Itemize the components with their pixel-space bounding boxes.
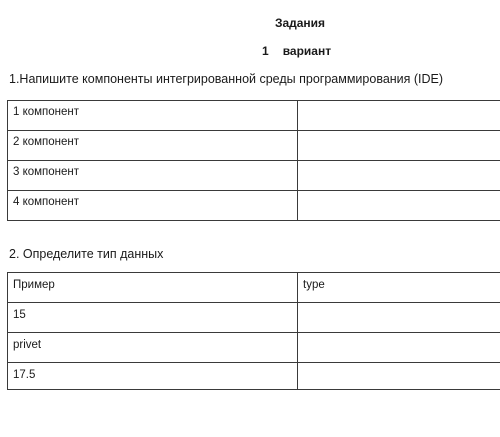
table-row bbox=[8, 363, 500, 390]
table-row bbox=[8, 131, 500, 161]
header-example: Пример bbox=[8, 273, 298, 303]
ide-components-table bbox=[7, 100, 500, 221]
example-value: 17.5 bbox=[8, 363, 298, 390]
type-answer-cell[interactable] bbox=[298, 333, 500, 363]
type-answer-cell[interactable] bbox=[298, 303, 500, 333]
component-label: 3 компонент bbox=[8, 161, 298, 191]
component-label: 1 компонент bbox=[8, 101, 298, 131]
type-answer-cell[interactable] bbox=[298, 363, 500, 390]
variant-heading bbox=[262, 44, 331, 58]
answer-cell[interactable] bbox=[298, 161, 500, 191]
task2-question: 2. Определите тип данных bbox=[9, 247, 164, 261]
component-label: 4 компонент bbox=[8, 191, 298, 221]
variant-number: 1 bbox=[262, 44, 269, 58]
page-title: Задания bbox=[274, 16, 326, 30]
answer-cell[interactable] bbox=[298, 131, 500, 161]
example-value: privet bbox=[8, 333, 298, 363]
table-row bbox=[8, 191, 500, 221]
component-label: 2 компонент bbox=[8, 131, 298, 161]
table-row bbox=[8, 161, 500, 191]
answer-cell[interactable] bbox=[298, 191, 500, 221]
data-types-table bbox=[7, 272, 500, 390]
example-value: 15 bbox=[8, 303, 298, 333]
task1-question: 1.Напишите компоненты интегрированной среды программирования (IDE) bbox=[9, 72, 444, 86]
variant-label: вариант bbox=[282, 44, 332, 58]
table-row bbox=[8, 101, 500, 131]
table-row bbox=[8, 303, 500, 333]
answer-cell[interactable] bbox=[298, 101, 500, 131]
table-header-row bbox=[8, 273, 500, 303]
table-row bbox=[8, 333, 500, 363]
header-type: type bbox=[298, 273, 500, 303]
